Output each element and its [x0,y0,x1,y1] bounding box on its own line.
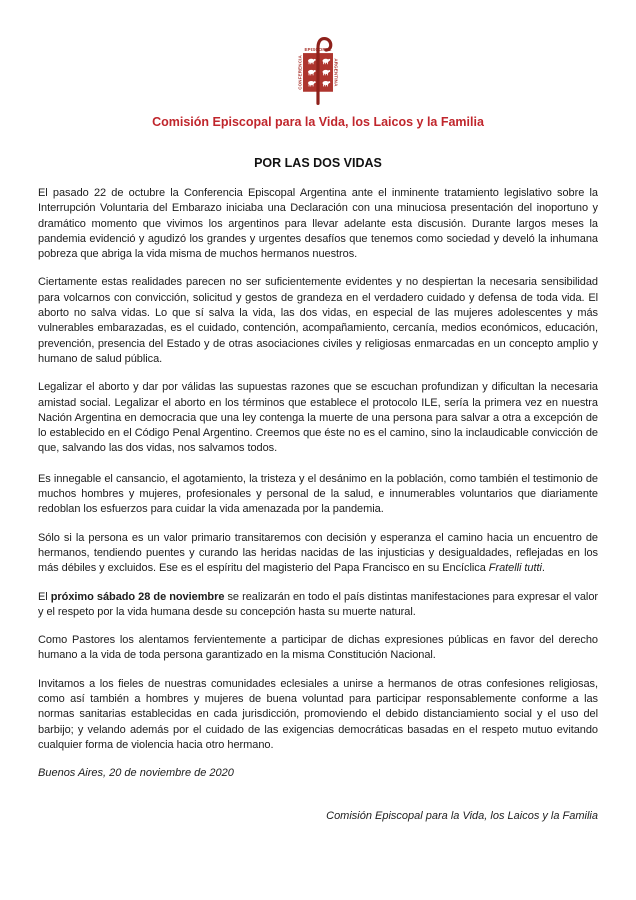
text-run: Invitamos a los fieles de nuestras comunidades eclesiales a unirse a hermanos de otras confesiones religiosas, como así también a hombres y mujeres de buena voluntad para participar responsablemente conforme a las normas sanitarias establecidas en cada jurisdicción, promoviendo el debido distanciamiento social y el uso del barbijo; y velando además por el cuidado de las exigencias democráticas basadas en el respeto mutuo evitando cualquier forma de violencia hacia otro hermano. [38,677,598,751]
text-run: Legalizar el aborto y dar por válidas las supuestas razones que se escuchan profundizan y dificultan la necesaria amistad social. Legalizar el aborto en los términos que establece el protocolo ILE, sería la primera vez en nuestra Nación Argentina en democracia que una ley contenga la muerte de una persona para salvar a otra a excepción de lo establecido en el Código Penal Argentino. Creemos que éste no es el camino, sino la inclaudicable convicción de que, salvando las dos vidas, nos salvamos todos. [38,381,598,455]
text-run: Como Pastores los alentamos fervientemente a participar de dichas expresiones públicas en favor del derecho humano a la vida de toda persona garantizado en la misma Constitución Nacional. [38,634,598,662]
document-body [38,186,598,753]
logo-text-left: CONFERENCIA [297,55,303,90]
signature: Comisión Episcopal para la Vida, los Laicos y la Familia [326,809,598,822]
text-run: Es innegable el cansancio, el agotamiento, la tristeza y el desánimo en la población, como también el testimonio de muchos hombres y mujeres, profesionales y personal de la salud, e innumerables voluntarios que diariamente redoblan los esfuerzos para cuidar la vida amenazada por la pandemia. [38,472,598,516]
paragraph [38,677,598,753]
paragraph [38,531,598,577]
logo-container [38,34,598,111]
logo-text-top: EPISCOPAL [304,47,332,53]
text-run: próximo sábado 28 de noviembre [50,590,225,603]
text-run: Fratelli tutti [488,562,542,575]
paragraph [38,275,598,367]
commission-title: Comisión Episcopal para la Vida, los Laicos y la Familia [152,115,484,129]
text-run: se realizarán en todo el país distintas manifestaciones para expresar el valor y el respeto por la vida humana desde su concepción hasta su muerte natural. [38,590,598,618]
dateline: Buenos Aires, 20 de noviembre de 2020 [38,767,234,780]
conferencia-episcopal-argentina-logo-icon [289,34,347,106]
text-run: Sólo si la persona es un valor primario transitaremos con decisión y esperanza el camino hacia un encuentro de hermanos, tendiendo puentes y curando las heridas nacidas de las injusticias y desigualdades, reflejadas en los más débiles y excluidos. Ese es el espíritu del magisterio del Papa Francisco en su Encíclica [38,531,598,575]
paragraph [38,590,598,621]
paragraph [38,472,598,518]
paragraph [38,186,598,262]
text-run: Ciertamente estas realidades parecen no ser suficientemente evidentes y no despiertan la necesaria sensibilidad para volcarnos con convicción, solicitud y gestos de grandeza en el verdadero cuidado y defensa de toda vida. El aborto no salva vidas. Lo que sí salva la vida, las dos vidas, en especial de las mujeres adolescentes y más vulnerables embarazadas, es el cuidado, contención, acompañamiento, cercanía, medios económicos, educación, prevención, presencia del Estado y de otras asociaciones civiles y religiosas enmarcadas en un concepto amplio y humano de salud pública. [38,276,598,365]
text-run: El pasado 22 de octubre la Conferencia Episcopal Argentina ante el inminente tratamiento legislativo sobre la Interrupción Voluntaria del Embarazo iniciaba una Declaración con una minuciosa presentación del inoportuno y dramático momento que vivimos los argentinos para llevar adelante esta discusión. Durante largos meses la pandemia evidenció y agudizó los grandes y urgentes desafíos que tenemos como sociedad y develó la inhumana pobreza que abriga la vida misma de muchos hermanos nuestros. [38,187,598,261]
paragraph [38,633,598,664]
document-title: POR LAS DOS VIDAS [254,156,382,170]
text-run: El [38,590,51,603]
paragraph [38,380,598,456]
logo-text-right: ARGENTINA [333,58,339,87]
text-run: . [541,562,545,575]
